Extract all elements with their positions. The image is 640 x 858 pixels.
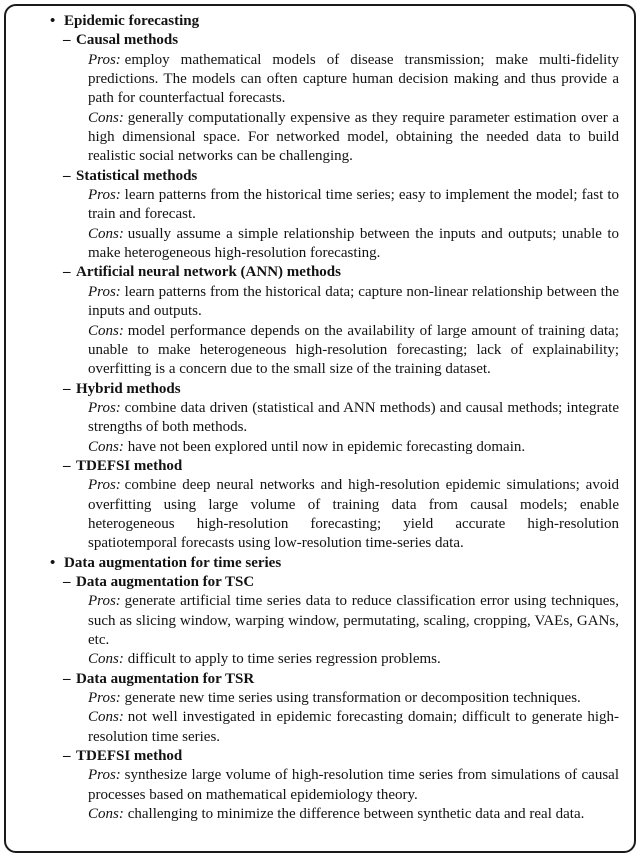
method-item-tdefsi-augmentation	[6, 747, 634, 824]
dash-icon: –	[63, 748, 71, 765]
section-data-augmentation	[6, 554, 634, 825]
pros-text: combine data driven (statistical and ANN methods) and causal methods; integrate strengths of both methods.	[88, 399, 619, 436]
section-heading	[6, 554, 634, 573]
item-heading	[6, 380, 634, 399]
cons-text: difficult to apply to time series regression problems.	[127, 651, 441, 668]
summary-figure-box	[4, 4, 636, 853]
pros-text: synthesize large volume of high-resolution time series from simulations of causal processes based on mathematical epidemiology theory.	[88, 767, 619, 803]
item-title: TDEFSI method	[76, 748, 183, 765]
pros-label: Pros:	[88, 51, 121, 68]
dash-icon: –	[63, 670, 71, 687]
cons-label: Cons:	[88, 651, 124, 668]
dash-icon: –	[63, 573, 71, 590]
method-item-statistical	[6, 167, 634, 264]
pros-text: learn patterns from the historical data; capture non-linear relationship between the inputs and outputs.	[88, 283, 619, 320]
pros-paragraph	[88, 766, 619, 805]
item-title: Hybrid methods	[76, 380, 181, 397]
cons-text: challenging to minimize the difference between synthetic data and real data.	[127, 806, 585, 823]
section-epidemic-forecasting	[6, 12, 634, 554]
pros-label: Pros:	[88, 283, 121, 300]
item-heading	[6, 31, 634, 50]
cons-label: Cons:	[88, 322, 124, 339]
pros-label: Pros:	[88, 399, 121, 416]
pros-paragraph	[88, 476, 619, 553]
pros-text: generate artificial time series data to reduce classification error using techniques, such as slicing window, warping window, permutating, scaling, cropping, VAEs, GANs, etc.	[88, 593, 619, 648]
method-item-ann	[6, 263, 634, 379]
cons-label: Cons:	[88, 109, 124, 126]
bullet-icon: •	[50, 13, 56, 29]
pros-label: Pros:	[88, 593, 121, 610]
item-heading	[6, 670, 634, 689]
cons-label: Cons:	[88, 438, 124, 455]
pros-text: combine deep neural networks and high-resolution epidemic simulations; avoid overfitting using large volume of training data from causal models; enable heterogeneous high-resolution forecasting; yield accurate high-resolution spatiotemporal forecasts using low-resolution time-series data.	[88, 477, 619, 552]
cons-paragraph	[88, 805, 619, 824]
bullet-icon: •	[50, 554, 56, 571]
item-title: Statistical methods	[76, 167, 198, 184]
pros-label: Pros:	[88, 690, 121, 707]
pros-text: generate new time series using transformation or decomposition techniques.	[124, 690, 581, 707]
cons-paragraph	[88, 322, 619, 380]
item-heading	[6, 747, 634, 766]
cons-text: usually assume a simple relationship between the inputs and outputs; unable to make heterogeneous high-resolution forecasting.	[88, 225, 619, 262]
cons-text: have not been explored until now in epidemic forecasting domain.	[127, 438, 526, 455]
method-item-tdefsi-forecasting	[6, 457, 634, 554]
pros-text: employ mathematical models of disease transmission; make multi-fidelity predictions. The models can often capture human decision making and thus provide a path for counterfactual forecasts.	[88, 51, 619, 107]
item-title: Causal methods	[76, 32, 179, 49]
cons-text: not well investigated in epidemic forecasting domain; difficult to generate high-resolution time series.	[88, 709, 619, 745]
item-heading	[6, 573, 634, 592]
method-item-tsr	[6, 670, 634, 747]
item-title: TDEFSI method	[76, 457, 183, 474]
pros-paragraph	[88, 51, 619, 109]
section-heading	[6, 12, 634, 31]
pros-paragraph	[88, 399, 619, 438]
pros-paragraph	[88, 592, 619, 650]
pros-text: learn patterns from the historical time series; easy to implement the model; fast to train and forecast.	[88, 187, 619, 223]
cons-text: model performance depends on the availability of large amount of training data; unable to make heterogeneous high-resolution forecasting; lack of explainability; overfitting is a concern due to the small size of the training dataset.	[88, 322, 619, 378]
pros-label: Pros:	[88, 187, 121, 204]
dash-icon: –	[63, 167, 71, 184]
pros-paragraph	[88, 186, 619, 225]
cons-text: generally computationally expensive as they require parameter estimation over a high dimensional space. For networked model, obtaining the needed data to build realistic social networks can be challenging.	[88, 109, 619, 165]
item-title: Data augmentation for TSC	[76, 573, 255, 590]
pros-paragraph	[88, 283, 619, 322]
method-item-causal	[6, 31, 634, 166]
method-item-tsc	[6, 573, 634, 670]
pros-paragraph	[88, 689, 619, 708]
item-title: Data augmentation for TSR	[76, 670, 255, 687]
cons-label: Cons:	[88, 225, 124, 242]
item-title: Artificial neural network (ANN) methods	[76, 264, 341, 281]
item-heading	[6, 457, 634, 476]
pros-label: Pros:	[88, 477, 121, 494]
cons-paragraph	[88, 650, 619, 669]
item-heading	[6, 263, 634, 282]
dash-icon: –	[63, 264, 71, 281]
cons-paragraph	[88, 225, 619, 264]
method-item-hybrid	[6, 380, 634, 457]
dash-icon: –	[63, 32, 71, 49]
section-title: Data augmentation for time series	[64, 554, 282, 571]
dash-icon: –	[63, 380, 71, 397]
pros-label: Pros:	[88, 767, 121, 784]
section-title: Epidemic forecasting	[64, 13, 200, 29]
cons-label: Cons:	[88, 806, 124, 823]
figure-content	[6, 6, 634, 824]
cons-paragraph	[88, 708, 619, 747]
cons-paragraph	[88, 109, 619, 167]
cons-paragraph	[88, 438, 619, 457]
cons-label: Cons:	[88, 709, 124, 726]
dash-icon: –	[63, 457, 71, 474]
item-heading	[6, 167, 634, 186]
